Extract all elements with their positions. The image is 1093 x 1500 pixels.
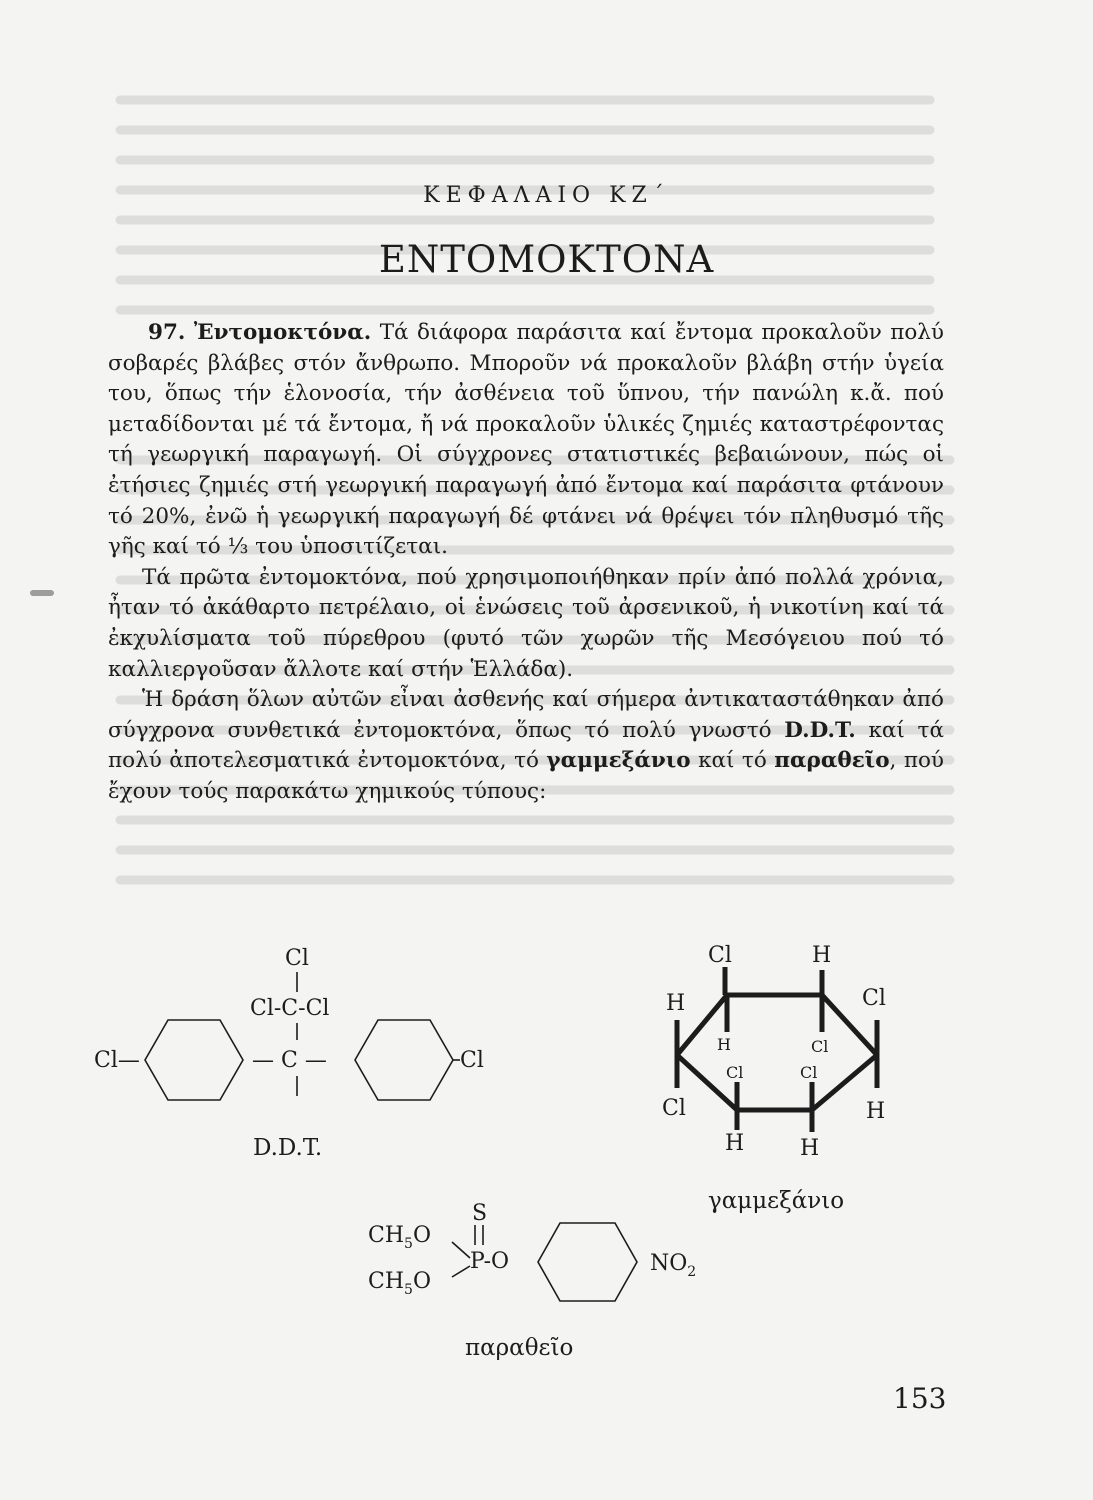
gamm-cl6: Cl bbox=[800, 1063, 818, 1082]
gamm-h1: H bbox=[666, 991, 686, 1016]
body-text bbox=[108, 318, 944, 808]
parath-s: S bbox=[472, 1201, 488, 1226]
parath-ethoxy-bottom bbox=[368, 1269, 431, 1298]
parathion-formula bbox=[368, 1201, 696, 1361]
parath-no: NO bbox=[650, 1251, 688, 1276]
paragraph-1-text: Τά διάφορα παράσιτα καί ἔντομα προκαλοῦν πολύ σοβαρές βλάβες στόν ἄνθρωπο. Μποροῦν νά προκαλοῦν βλάβη στήν ὑγεία του, ὅπως τήν ἑλονοσία, τήν ἀσθένεια τοῦ ὕπνου, τήν πανώλη κ.ἄ. πού μεταδίδονται μέ τά ἔντομα, ἤ νά προκαλοῦν ὑλικές ζημιές καταστρέφοντας τή γεωργική παραγωγή. Οἱ σύγχρονες στατιστικές βεβαιώνουν, πώς οἱ ἐτήσιες ζημιές στή γεωργική παραγωγή ἀπό ἔντομα καί παράσιτα φτάνουν τό 20%, ἐνῶ ἡ γεωργική παραγωγή δέ φτάνει νά θρέψει τόν πληθυσμό τῆς γῆς καί τό ⅓ του ὑποσιτίζεται. bbox=[108, 320, 944, 560]
paragraph-3-text-d: , πού ἔχουν τούς παρακάτω χημικούς τύπους: bbox=[108, 748, 944, 804]
paragraph-3-text-c: καί τό bbox=[698, 748, 767, 774]
gamm-h6: H bbox=[866, 1099, 886, 1124]
gamm-h4: H bbox=[725, 1131, 745, 1156]
parath-bond-bottom-o bbox=[452, 1266, 470, 1277]
ddt-cl-right: Cl bbox=[460, 1048, 484, 1073]
paragraph-3-text-b: καί τά πολύ ἀποτελεσματικά ἐντομοκτόνα, τό bbox=[108, 717, 944, 774]
parath-ethoxy-top bbox=[368, 1223, 431, 1252]
ddt-ccl3: Cl-C-Cl bbox=[250, 996, 330, 1021]
gammexane-ring bbox=[677, 995, 877, 1110]
gammexane-label: γαμμεξάνιο bbox=[708, 1188, 845, 1214]
ddt-term: D.D.T. bbox=[784, 717, 856, 743]
paragraph-2: Τά πρῶτα ἐντομοκτόνα, πού χρησιμοποιήθηκαν πρίν ἀπό πολλά χρόνια, ἦταν τό ἀκάθαρτο πετρέλαιο, οἱ ἑνώσεις τοῦ ἀρσενικοῦ, ἡ νικοτίνη καί τά ἐκχυλίσματα τοῦ πύρεθρου (φυτό τῶν χωρῶν τῆς Μεσόγειου πού τό καλλιεργοῦσαν ἄλλοτε καί στήν Ἑλλάδα). bbox=[108, 564, 944, 682]
parath-no2 bbox=[650, 1251, 696, 1280]
parath-sub5-top: 5 bbox=[404, 1236, 413, 1252]
page-number: 153 bbox=[893, 1382, 947, 1415]
paragraph-3 bbox=[108, 685, 944, 807]
ddt-label: D.D.T. bbox=[253, 1135, 323, 1161]
parath-p-o: P-O bbox=[470, 1249, 510, 1274]
paragraph-1 bbox=[108, 318, 944, 563]
parath-sub5-bottom: 5 bbox=[404, 1282, 413, 1298]
gamm-h2: H bbox=[812, 943, 832, 968]
page-title: ΕΝΤΟΜΟΚΤΟΝΑ bbox=[378, 238, 715, 281]
ddt-cl-top: Cl bbox=[285, 946, 309, 971]
parathion-term: παραθεῖο bbox=[774, 748, 890, 774]
section-number: 97. bbox=[148, 320, 186, 345]
ddt-ring-left bbox=[145, 1020, 243, 1100]
ddt-ring-right bbox=[355, 1020, 453, 1100]
ddt-cl-left: Cl— bbox=[94, 1048, 140, 1073]
gamm-cl4: Cl bbox=[662, 1096, 686, 1121]
parath-bond-top-o bbox=[452, 1242, 470, 1258]
ddt-c-center: — C — bbox=[252, 1048, 327, 1073]
paragraph-3-text-a: Ἡ δράση ὅλων αὐτῶν εἶναι ἀσθενής καί σήμερα ἀντικαταστάθηκαν ἀπό σύγχρονα συνθετικά ἐντομοκτόνα, ὅπως τό πολύ γνωστό bbox=[108, 687, 944, 743]
chapter-heading: ΚΕΦΑΛΑΙΟ ΚΖ΄ bbox=[423, 183, 670, 208]
parath-sub2: 2 bbox=[687, 1264, 697, 1280]
parath-c-top: C bbox=[368, 1223, 385, 1248]
parathion-label: παραθεῖο bbox=[465, 1335, 574, 1361]
parath-o-bottom: O bbox=[412, 1269, 431, 1294]
gamm-cl2: Cl bbox=[862, 986, 886, 1011]
gammexane-formula bbox=[662, 943, 886, 1214]
parath-h-top: H bbox=[384, 1223, 405, 1248]
parath-ring bbox=[538, 1223, 637, 1301]
parath-o-top: O bbox=[412, 1223, 431, 1248]
chemical-formulas bbox=[80, 940, 960, 1370]
gamm-h3: H bbox=[717, 1035, 731, 1054]
page-smudge bbox=[30, 590, 54, 596]
gamm-h5: H bbox=[800, 1136, 820, 1161]
parath-c-bottom: C bbox=[368, 1269, 385, 1294]
section-title: Ἐντομοκτόνα. bbox=[193, 320, 372, 345]
gamm-cl5: Cl bbox=[726, 1063, 744, 1082]
ddt-formula bbox=[94, 946, 484, 1161]
gamm-cl3: Cl bbox=[811, 1037, 829, 1056]
parath-h-bottom: H bbox=[384, 1269, 405, 1294]
gamm-cl1: Cl bbox=[708, 943, 732, 968]
gammexane-term: γαμμεξάνιο bbox=[546, 748, 691, 774]
